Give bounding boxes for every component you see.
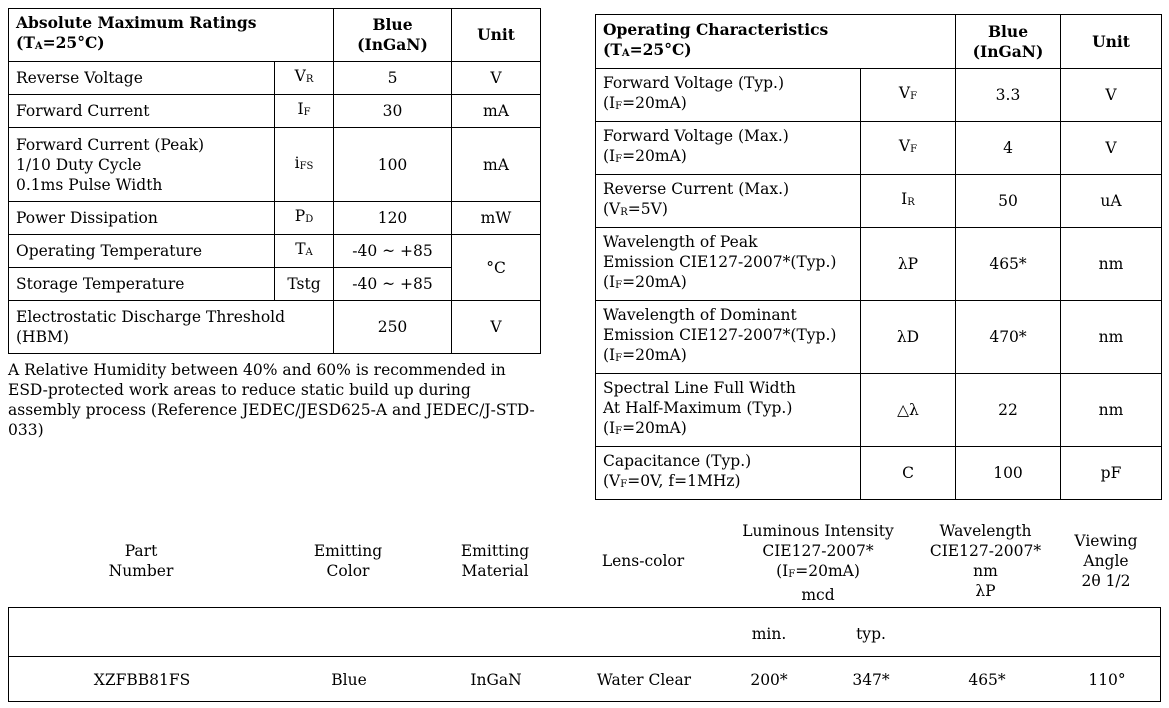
symbol-cell: $T_A$	[275, 235, 334, 268]
param-cell: Storage Temperature	[9, 268, 275, 301]
param-cell: Spectral Line Full Width At Half-Maximum (Typ.) $(I_F=20mA)$	[596, 374, 861, 447]
unit-cell: nm	[1061, 301, 1162, 374]
amr-col-unit: Unit	[452, 9, 541, 62]
operating-characteristics-table	[595, 14, 1162, 500]
table-row	[9, 128, 541, 202]
oc-col-blue: Blue (InGaN)	[956, 15, 1061, 69]
table-row	[596, 69, 1162, 122]
symbol-cell: Tstg	[275, 268, 334, 301]
value-cell: 120	[334, 202, 452, 235]
symbol-cell: $I_F$	[275, 95, 334, 128]
param-cell: Wavelength of Peak Emission CIE127-2007*(Typ.) $(I_F=20mA)$	[596, 228, 861, 301]
symbol-cell: $i_{FS}$	[275, 128, 334, 202]
symbol-cell: $I_R$	[861, 175, 956, 228]
header-lens-color: Lens-color	[601, 552, 685, 570]
symbol-cell: $V_R$	[275, 62, 334, 95]
value-cell: 4	[956, 122, 1061, 175]
unit-cell: V	[452, 301, 541, 354]
table-row	[596, 175, 1162, 228]
table-row	[596, 374, 1162, 447]
table-row	[596, 122, 1162, 175]
symbol-cell: λD	[861, 301, 956, 374]
amr-title-cell	[9, 9, 334, 62]
table-row	[596, 447, 1162, 500]
value-cell: 50	[956, 175, 1061, 228]
symbol-cell: $P_D$	[275, 202, 334, 235]
subheader-min: min.	[751, 625, 787, 643]
value-cell: 100	[334, 128, 452, 202]
parts-table	[8, 607, 1161, 702]
unit-cell: V	[452, 62, 541, 95]
table-row	[9, 95, 541, 128]
param-cell: Forward Voltage (Typ.) $(I_F=20mA)$	[596, 69, 861, 122]
unit-cell: nm	[1061, 228, 1162, 301]
value-cell: 22	[956, 374, 1061, 447]
unit-cell: pF	[1061, 447, 1162, 500]
param-cell: Forward Current	[9, 95, 275, 128]
param-cell: Capacitance (Typ.) ($V_F=0V$, f=1MHz)	[596, 447, 861, 500]
unit-cell: °C	[452, 235, 541, 301]
param-cell: Reverse Voltage	[9, 62, 275, 95]
header-viewing-angle: Viewing Angle 2θ 1/2	[1074, 532, 1138, 590]
symbol-cell: λP	[861, 228, 956, 301]
symbol-cell: △λ	[861, 374, 956, 447]
symbol-cell: $V_F$	[861, 122, 956, 175]
amr-title: Absolute Maximum Ratings	[16, 13, 257, 32]
header-emitting-material: Emitting Material	[460, 542, 530, 580]
table-row	[9, 301, 541, 354]
part-number-value: XZFBB81FS	[93, 671, 191, 689]
table-row	[596, 228, 1162, 301]
luminous-min-value: 200*	[750, 671, 788, 689]
param-cell: Power Dissipation	[9, 202, 275, 235]
emitting-material-value: InGaN	[470, 671, 522, 689]
header-wavelength: Wavelength CIE127-2007* nm λP	[929, 522, 1042, 600]
unit-cell: mW	[452, 202, 541, 235]
value-cell: -40 ~ +85	[334, 235, 452, 268]
value-cell: 250	[334, 301, 452, 354]
symbol-cell: $V_F$	[861, 69, 956, 122]
emitting-color-value: Blue	[331, 671, 367, 689]
param-cell: Electrostatic Discharge Threshold (HBM)	[9, 301, 334, 354]
value-cell: 470*	[956, 301, 1061, 374]
value-cell: 465*	[956, 228, 1061, 301]
oc-title: Operating Characteristics	[603, 19, 829, 39]
header-luminous-intensity: Luminous Intensity CIE127-2007* $(I_F=20mA)$ mcd	[742, 522, 894, 604]
table-row	[9, 62, 541, 95]
amr-condition: $(T_A=25^\circ C)$	[16, 33, 105, 52]
param-cell: Forward Current (Peak) 1/10 Duty Cycle 0.1ms Pulse Width	[9, 128, 275, 202]
value-cell: -40 ~ +85	[334, 268, 452, 301]
oc-title-cell	[596, 15, 956, 69]
header-emitting-color: Emitting Color	[313, 542, 383, 580]
param-cell: Operating Temperature	[9, 235, 275, 268]
parts-header	[8, 519, 1162, 609]
unit-cell: mA	[452, 128, 541, 202]
unit-cell: nm	[1061, 374, 1162, 447]
luminous-typ-value: 347*	[852, 671, 890, 689]
divider	[9, 656, 1160, 657]
amr-col-blue: Blue (InGaN)	[334, 9, 452, 62]
wavelength-value: 465*	[968, 671, 1006, 689]
unit-cell: uA	[1061, 175, 1162, 228]
table-row	[596, 301, 1162, 374]
unit-cell: mA	[452, 95, 541, 128]
table-row	[9, 235, 541, 268]
absolute-maximum-ratings-table	[8, 8, 541, 354]
oc-col-unit: Unit	[1061, 15, 1162, 69]
value-cell: 5	[334, 62, 452, 95]
value-cell: 30	[334, 95, 452, 128]
unit-cell: V	[1061, 122, 1162, 175]
viewing-angle-value: 110°	[1088, 671, 1126, 689]
value-cell: 100	[956, 447, 1061, 500]
value-cell: 3.3	[956, 69, 1061, 122]
param-cell: Wavelength of Dominant Emission CIE127-2007*(Typ.) $(I_F=20mA)$	[596, 301, 861, 374]
lens-color-value: Water Clear	[596, 671, 692, 689]
param-cell: Forward Voltage (Max.) $(I_F=20mA)$	[596, 122, 861, 175]
humidity-note: A Relative Humidity between 40% and 60% is recommended in ESD-protected work areas to reduce static build up during assembly process (Reference JEDEC/JESD625-A and JEDEC/J-STD-033)	[8, 361, 535, 439]
header-part-number: Part Number	[108, 542, 174, 580]
oc-condition: $(T_A=25^\circ C)$	[603, 39, 692, 59]
subheader-typ: typ.	[856, 625, 886, 643]
unit-cell: V	[1061, 69, 1162, 122]
param-cell: Reverse Current (Max.) $(V_R=5V)$	[596, 175, 861, 228]
table-row	[9, 202, 541, 235]
symbol-cell: C	[861, 447, 956, 500]
